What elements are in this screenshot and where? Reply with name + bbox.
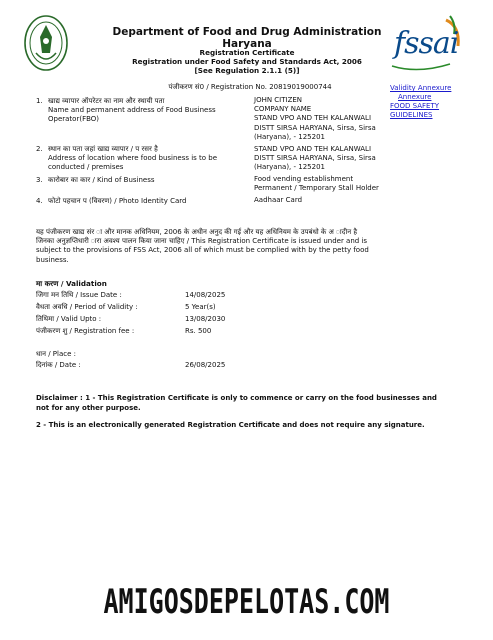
item-number: 3. (36, 176, 43, 184)
value-line: STAND VPO AND TEH KALANWALI (254, 114, 372, 123)
value-line: (Haryana), - 125201 (254, 132, 325, 141)
statement-line: जिनका अनुज्ञप्तिधारी ारा अवश्य पालन किया जाना चाहिए / This Registration Certificate is issued under and is (36, 237, 368, 246)
watermark-text: AMIGOSDEPELOTAS.COM (103, 581, 390, 622)
value-line: DISTT SIRSA HARYANA, Sirsa, Sirsa (254, 123, 376, 132)
photo-id-value: Aadhaar Card (254, 196, 303, 204)
item-label-english: Name and permanent address of Food Business Operator(FBO) (48, 106, 216, 123)
logo-wordmark: fssai (394, 26, 459, 61)
place-label: धान / Place : (36, 350, 77, 358)
item-label (48, 145, 248, 172)
kind-of-business-value (254, 175, 379, 193)
value-line: JOHN CITIZEN (254, 96, 303, 104)
act-title: Registration under Food Safety and Standards Act, 2006 (132, 57, 362, 66)
certificate-statement (36, 228, 448, 265)
valid-upto-value: 13/08/2030 (185, 315, 226, 323)
validity-period-value: 5 Year(s) (185, 303, 216, 311)
state-name: Haryana (222, 38, 272, 50)
item-label-hindi: स्थान का पता जहां खाद्य व्यापार / प रसर है (48, 145, 158, 153)
fssai-logo (388, 14, 468, 74)
food-safety-link[interactable]: FOOD SAFETY (390, 102, 440, 110)
value-line: STAND VPO AND TEH KALANWALI (254, 145, 372, 153)
department-title: Department of Food and Drug Administration (112, 26, 382, 38)
fbo-address-value (254, 96, 376, 142)
registration-fee-label: पंजीकरण शु / Registration fee : (36, 327, 135, 335)
validation-title: मा करण / Validation (36, 279, 107, 288)
disclaimer-line: not for any other purpose. (36, 404, 141, 412)
disclaimer-1 (36, 393, 456, 413)
item-label (48, 97, 248, 124)
validity-period-label: वैधता अवधि / Period of Validity : (36, 303, 138, 311)
side-links (390, 84, 451, 120)
statement-line: subject to the provisions of FSS Act, 2006 all of which must be complied with by the petty food (36, 246, 369, 255)
item-label-hindi: खाद्य व्यापार ऑपरेटर का नाम और स्थायी पता (48, 97, 165, 105)
certificate-title: Registration Certificate (199, 48, 295, 57)
disclaimer-2: 2 - This is an electronically generated Registration Certificate and does not require any signature. (36, 421, 425, 429)
statement-line: यह पंजीकरण खाद्य संर ा और मानक अधिनियम, 2006 के अधीन अनुद की गई और यह अधिनियम के उपबंधो के अ ादीन है (36, 228, 358, 236)
value-line: COMPANY NAME (254, 105, 312, 114)
validity-annexure-link[interactable]: Validity Annexure (390, 84, 452, 92)
annexure-link[interactable]: Annexure (398, 93, 432, 101)
registration-fee-value: Rs. 500 (185, 327, 212, 335)
value-line: Permanent / Temporary Stall Holder (254, 184, 379, 193)
value-line: DISTT SIRSA HARYANA, Sirsa, Sirsa (254, 154, 376, 163)
date-label: दिनांक / Date : (36, 361, 81, 369)
guidelines-link[interactable]: GUIDELINES (390, 111, 433, 119)
date-value: 26/08/2025 (185, 361, 226, 369)
item-number: 2. (36, 145, 43, 153)
item-number: 1. (36, 97, 43, 105)
issue-date-label: जिगा मन तिथि / Issue Date : (36, 291, 122, 299)
item-label-english: Address of location where food business is to be conducted / premises (48, 154, 218, 171)
statement-line: business. (36, 255, 69, 264)
value-line: Food vending establishment (254, 175, 354, 183)
item-number: 4. (36, 197, 43, 205)
valid-upto-label: तिथिमा / Valid Upto : (36, 315, 102, 323)
premises-address-value (254, 145, 376, 173)
photo-id-label: फोटो पहचान प (विवरण) / Photo Identity Card (48, 197, 187, 205)
issue-date-value: 14/08/2025 (185, 291, 226, 299)
registration-number: पंजीकरण सं0 / Registration No. 20819019000744 (168, 83, 332, 91)
regulation-ref: [See Regulation 2.1.1 (5)] (194, 66, 300, 75)
disclaimer-line: Disclaimer : 1 - This Registration Certificate is only to commence or carry on the food businesses and (36, 394, 437, 402)
value-line: (Haryana), - 125201 (254, 163, 325, 172)
kind-of-business-label: कारोबार का कार / Kind of Business (48, 176, 155, 184)
haryana-emblem (22, 13, 70, 73)
